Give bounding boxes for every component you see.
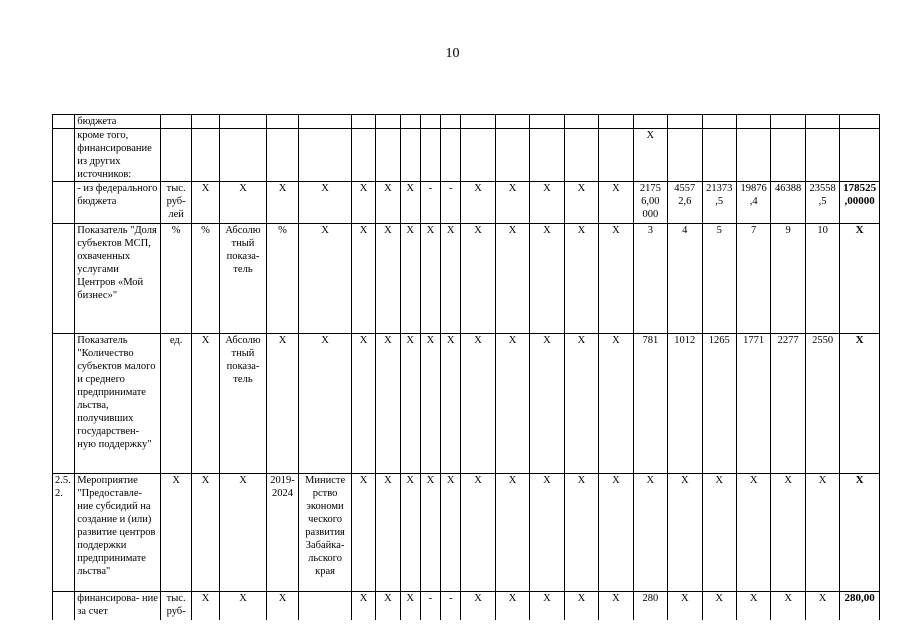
table-cell: X xyxy=(461,474,495,592)
table-cell: X xyxy=(220,592,267,620)
table-cell: - xyxy=(420,592,440,620)
table-cell: X xyxy=(495,592,529,620)
table-cell xyxy=(771,115,805,129)
table-cell: X xyxy=(400,474,420,592)
table-cell: 4557 2,6 xyxy=(668,182,702,224)
table-row xyxy=(53,129,880,182)
row-name-cell: бюджета xyxy=(75,115,161,129)
table-cell: 23558 ,5 xyxy=(805,182,839,224)
row-number-cell xyxy=(53,129,75,182)
table-cell xyxy=(771,129,805,182)
table-cell xyxy=(299,115,352,129)
table-cell xyxy=(266,115,298,129)
table-cell: X xyxy=(400,592,420,620)
table-cell: 4 xyxy=(668,224,702,334)
table-cell: X xyxy=(351,334,375,474)
table-cell: X xyxy=(599,182,633,224)
table-cell xyxy=(702,129,736,182)
table-cell: 3 xyxy=(633,224,667,334)
table-cell: X xyxy=(420,224,440,334)
table-row xyxy=(53,474,880,592)
table-row xyxy=(53,115,880,129)
table-cell: X xyxy=(599,592,633,620)
table-cell: 781 xyxy=(633,334,667,474)
table-cell: тыс. руб- лей xyxy=(161,182,191,224)
table-cell: ед. xyxy=(161,334,191,474)
table-cell: X xyxy=(461,334,495,474)
table-cell: 280,00 xyxy=(840,592,880,620)
table-cell: X xyxy=(736,474,770,592)
table-cell xyxy=(599,115,633,129)
table-cell: 2175 6,00 000 xyxy=(633,182,667,224)
table-cell: X xyxy=(633,474,667,592)
table-cell: 5 xyxy=(702,224,736,334)
table-cell: 1012 xyxy=(668,334,702,474)
table-cell xyxy=(376,129,400,182)
table-cell: 1771 xyxy=(736,334,770,474)
table-cell: % xyxy=(161,224,191,334)
row-name-cell: Мероприятие "Предоставле- ние субсидий на создание и (или) развитие центров поддержки предпринимате льства" xyxy=(75,474,161,592)
table-cell xyxy=(668,115,702,129)
table-cell: X xyxy=(530,592,564,620)
row-name-cell: кроме того, финансирование из других источников: xyxy=(75,129,161,182)
table-cell: X xyxy=(376,592,400,620)
table-cell xyxy=(564,115,598,129)
table-cell xyxy=(351,115,375,129)
table-row xyxy=(53,182,880,224)
table-cell xyxy=(495,115,529,129)
table-cell: X xyxy=(564,182,598,224)
table-cell: X xyxy=(840,334,880,474)
table-cell: X xyxy=(771,592,805,620)
table-cell: X xyxy=(441,334,461,474)
table-cell xyxy=(805,115,839,129)
table-cell: X xyxy=(495,224,529,334)
table-cell xyxy=(530,129,564,182)
table-cell: X xyxy=(840,224,880,334)
row-number-cell xyxy=(53,182,75,224)
table-cell: X xyxy=(564,334,598,474)
table-cell xyxy=(495,129,529,182)
table-cell: 10 xyxy=(805,224,839,334)
table-cell xyxy=(599,129,633,182)
table-cell: X xyxy=(633,129,667,182)
table-cell: % xyxy=(191,224,219,334)
table-cell xyxy=(461,129,495,182)
table-cell: X xyxy=(564,224,598,334)
table-cell: 2019- 2024 xyxy=(266,474,298,592)
table-cell xyxy=(441,115,461,129)
table-cell: 178525 ,00000 xyxy=(840,182,880,224)
table-cell: X xyxy=(441,224,461,334)
table-row xyxy=(53,224,880,334)
table-cell xyxy=(736,115,770,129)
table-cell: X xyxy=(599,474,633,592)
table-cell: X xyxy=(530,224,564,334)
table-cell: X xyxy=(376,224,400,334)
table-cell: тыс. руб- xyxy=(161,592,191,620)
table-cell: 46388 xyxy=(771,182,805,224)
row-number-cell: 2.5. 2. xyxy=(53,474,75,592)
table-cell: X xyxy=(771,474,805,592)
table-cell: X xyxy=(400,224,420,334)
table-cell: X xyxy=(191,474,219,592)
page-number: 10 xyxy=(445,46,460,61)
table-cell: X xyxy=(599,224,633,334)
table-cell xyxy=(191,115,219,129)
table-cell xyxy=(400,129,420,182)
table-cell: X xyxy=(376,334,400,474)
table-cell xyxy=(400,115,420,129)
table-cell: X xyxy=(266,334,298,474)
row-number-cell xyxy=(53,115,75,129)
table-cell: X xyxy=(564,592,598,620)
table-cell: X xyxy=(266,182,298,224)
table-cell xyxy=(633,115,667,129)
table-cell: X xyxy=(400,182,420,224)
table-cell: X xyxy=(220,182,267,224)
row-name-cell: Показатель "Доля субъектов МСП, охваченных услугами Центров «Мой бизнес»" xyxy=(75,224,161,334)
table-cell: X xyxy=(191,334,219,474)
table-cell: 9 xyxy=(771,224,805,334)
table-cell: X xyxy=(376,474,400,592)
table-cell: X xyxy=(376,182,400,224)
table-row xyxy=(53,592,880,620)
table-cell: X xyxy=(400,334,420,474)
table-cell: Министе рство экономи ческого развития Забайка- льского края xyxy=(299,474,352,592)
table-cell: X xyxy=(441,474,461,592)
table-cell: X xyxy=(530,182,564,224)
table-cell: - xyxy=(441,592,461,620)
table-cell xyxy=(530,115,564,129)
table-cell: X xyxy=(530,474,564,592)
table-cell xyxy=(191,129,219,182)
table-cell: X xyxy=(668,592,702,620)
table-cell: X xyxy=(191,592,219,620)
table-cell: X xyxy=(351,182,375,224)
table-row xyxy=(53,334,880,474)
table-cell xyxy=(840,115,880,129)
table-cell: 2277 xyxy=(771,334,805,474)
table-cell xyxy=(376,115,400,129)
table-cell: X xyxy=(564,474,598,592)
table-cell: 21373 ,5 xyxy=(702,182,736,224)
table-cell xyxy=(564,129,598,182)
budget-table xyxy=(52,114,880,620)
table-cell: X xyxy=(351,474,375,592)
table-cell: X xyxy=(351,224,375,334)
table-cell: X xyxy=(420,334,440,474)
table-cell xyxy=(420,129,440,182)
table-cell: X xyxy=(805,474,839,592)
table-cell: X xyxy=(805,592,839,620)
table-cell xyxy=(266,129,298,182)
table-cell: X xyxy=(736,592,770,620)
table-cell: X xyxy=(299,334,352,474)
table-cell xyxy=(702,115,736,129)
table-cell: X xyxy=(161,474,191,592)
table-cell: 19876 ,4 xyxy=(736,182,770,224)
table-cell: X xyxy=(351,592,375,620)
row-number-cell xyxy=(53,224,75,334)
row-number-cell xyxy=(53,592,75,620)
table-cell: 7 xyxy=(736,224,770,334)
table-cell xyxy=(220,115,267,129)
table-cell: Абсолю тный показа- тель xyxy=(220,334,267,474)
table-cell xyxy=(299,129,352,182)
row-number-cell xyxy=(53,334,75,474)
table-cell xyxy=(840,129,880,182)
table-cell: X xyxy=(191,182,219,224)
table-cell xyxy=(161,115,191,129)
row-name-cell: - из федерального бюджета xyxy=(75,182,161,224)
table-cell: X xyxy=(495,474,529,592)
table-cell: X xyxy=(461,182,495,224)
table-cell xyxy=(668,129,702,182)
row-name-cell: Показатель "Количество субъектов малого и среднего предпринимате льства, получивших государствен- ную поддержку" xyxy=(75,334,161,474)
table-cell xyxy=(805,129,839,182)
table-cell xyxy=(420,115,440,129)
table-cell: Абсолю тный показа- тель xyxy=(220,224,267,334)
table-cell: 1265 xyxy=(702,334,736,474)
table-cell: X xyxy=(702,592,736,620)
table-cell xyxy=(351,129,375,182)
table-cell: X xyxy=(599,334,633,474)
table-cell: - xyxy=(420,182,440,224)
table-cell: X xyxy=(495,334,529,474)
table-cell: X xyxy=(299,224,352,334)
table-cell xyxy=(220,129,267,182)
table-cell: X xyxy=(530,334,564,474)
table-cell xyxy=(161,129,191,182)
table-cell: - xyxy=(441,182,461,224)
table-cell: X xyxy=(840,474,880,592)
table-cell: X xyxy=(299,182,352,224)
table-cell: X xyxy=(495,182,529,224)
table-cell: X xyxy=(420,474,440,592)
table-cell: X xyxy=(668,474,702,592)
table-cell: X xyxy=(220,474,267,592)
table-cell: X xyxy=(702,474,736,592)
table-cell: % xyxy=(266,224,298,334)
table-cell: X xyxy=(266,592,298,620)
table-cell xyxy=(299,592,352,620)
table-cell: 280 xyxy=(633,592,667,620)
table-cell: X xyxy=(461,224,495,334)
table-cell xyxy=(461,115,495,129)
table-cell xyxy=(441,129,461,182)
table-cell xyxy=(736,129,770,182)
table-cell: X xyxy=(461,592,495,620)
table-cell: 2550 xyxy=(805,334,839,474)
row-name-cell: финансирова- ние за счет xyxy=(75,592,161,620)
